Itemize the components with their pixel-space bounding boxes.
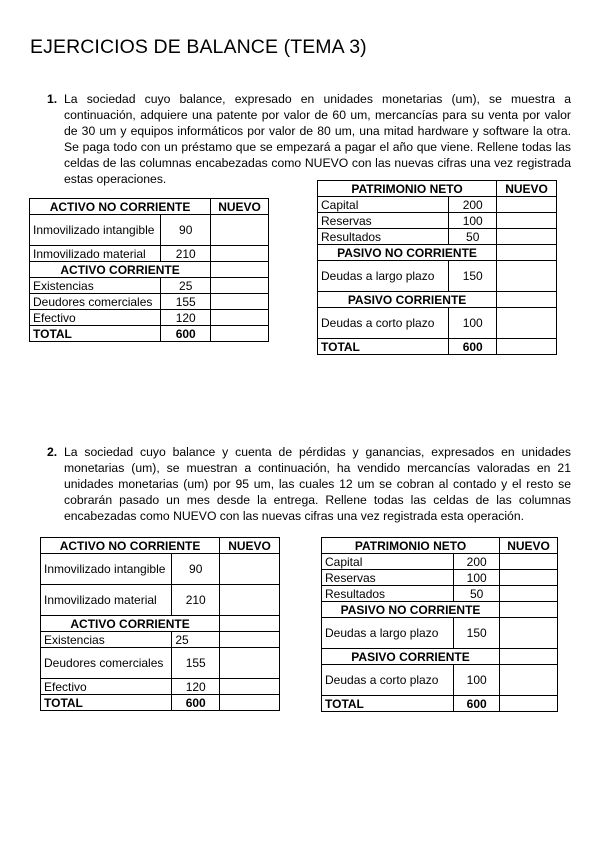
row-value: 155 [172,648,220,679]
nuevo-header: NUEVO [220,538,280,554]
row-label: Deudas a largo plazo [322,618,454,649]
patrimonio-neto-header: PATRIMONIO NETO [322,538,500,554]
nuevo-cell[interactable] [211,215,269,246]
nuevo-cell[interactable] [497,245,557,261]
row-label: Reservas [322,570,454,586]
activo-table-1 [29,198,269,342]
nuevo-cell[interactable] [497,339,557,355]
activo-no-corriente-header: ACTIVO NO CORRIENTE [41,538,220,554]
row-label: Deudas a largo plazo [318,261,449,292]
exercise-1 [47,91,571,187]
row-value: 210 [172,585,220,616]
nuevo-cell[interactable] [220,554,280,585]
row-value: 50 [454,586,500,602]
nuevo-cell[interactable] [211,246,269,262]
row-label: Efectivo [30,310,161,326]
nuevo-cell[interactable] [500,586,558,602]
nuevo-cell[interactable] [497,197,557,213]
nuevo-cell[interactable] [211,262,269,278]
pasivo-corriente-header: PASIVO CORRIENTE [318,292,497,308]
row-value: 90 [172,554,220,585]
total-value: 600 [454,696,500,712]
row-label: Deudores comerciales [41,648,172,679]
row-label: Existencias [30,278,161,294]
row-label: Deudas a corto plazo [322,665,454,696]
nuevo-cell[interactable] [220,585,280,616]
page-title: EJERCICIOS DE BALANCE (TEMA 3) [30,36,367,58]
nuevo-cell[interactable] [497,229,557,245]
row-value: 100 [454,665,500,696]
pasivo-no-corriente-header: PASIVO NO CORRIENTE [318,245,497,261]
exercise-number: 1. [47,92,58,106]
exercise-2 [47,444,571,524]
row-label: Deudas a corto plazo [318,308,449,339]
nuevo-header: NUEVO [500,538,558,554]
total-label: TOTAL [30,326,161,342]
row-label: Resultados [318,229,449,245]
nuevo-cell[interactable] [211,278,269,294]
nuevo-cell[interactable] [211,310,269,326]
nuevo-cell[interactable] [220,695,280,711]
nuevo-cell[interactable] [211,294,269,310]
total-value: 600 [172,695,220,711]
row-label: Capital [318,197,449,213]
row-value: 100 [449,213,497,229]
row-value: 200 [454,554,500,570]
pasivo-table-1 [317,180,557,355]
activo-corriente-header: ACTIVO CORRIENTE [41,616,220,632]
row-label: Inmovilizado material [30,246,161,262]
nuevo-cell[interactable] [220,648,280,679]
row-value: 100 [454,570,500,586]
nuevo-cell[interactable] [500,554,558,570]
total-value: 600 [449,339,497,355]
nuevo-cell[interactable] [497,213,557,229]
row-label: Inmovilizado intangible [41,554,172,585]
row-value: 210 [161,246,211,262]
nuevo-cell[interactable] [500,649,558,665]
nuevo-cell[interactable] [500,665,558,696]
row-value: 150 [449,261,497,292]
activo-corriente-header: ACTIVO CORRIENTE [30,262,211,278]
pasivo-no-corriente-header: PASIVO NO CORRIENTE [322,602,500,618]
nuevo-cell[interactable] [500,618,558,649]
total-value: 600 [161,326,211,342]
row-label: Existencias [41,632,172,648]
nuevo-header: NUEVO [211,199,269,215]
exercise-text: La sociedad cuyo balance y cuenta de pérdidas y ganancias, expresados en unidades monetarias (um), se muestran a continuación, ha vendido mercancías valoradas en 21 unidades monetarias (um) por 95 um, las cuales 12 um se cobran al contado y el resto se cobrarán pasado un mes desde la entrega. Rellene todas las celdas de las columnas encabezadas como NUEVO con las nuevas cifras una vez registrada esta operación. [64,445,571,523]
activo-no-corriente-header: ACTIVO NO CORRIENTE [30,199,211,215]
nuevo-cell[interactable] [211,326,269,342]
row-value: 200 [449,197,497,213]
row-value: 50 [449,229,497,245]
row-value: 120 [172,679,220,695]
nuevo-cell[interactable] [220,679,280,695]
row-value: 120 [161,310,211,326]
row-label: Resultados [322,586,454,602]
row-value: 25 [172,632,220,648]
row-label: Inmovilizado material [41,585,172,616]
nuevo-header: NUEVO [497,181,557,197]
nuevo-cell[interactable] [500,696,558,712]
row-label: Capital [322,554,454,570]
total-label: TOTAL [318,339,449,355]
row-label: Inmovilizado intangible [30,215,161,246]
row-value: 100 [449,308,497,339]
nuevo-cell[interactable] [220,632,280,648]
row-label: Deudores comerciales [30,294,161,310]
total-label: TOTAL [41,695,172,711]
total-label: TOTAL [322,696,454,712]
patrimonio-neto-header: PATRIMONIO NETO [318,181,497,197]
pasivo-table-2 [321,537,558,712]
row-value: 155 [161,294,211,310]
row-value: 150 [454,618,500,649]
row-label: Reservas [318,213,449,229]
exercise-number: 2. [47,445,58,459]
pasivo-corriente-header: PASIVO CORRIENTE [322,649,500,665]
nuevo-cell[interactable] [497,308,557,339]
exercise-text: La sociedad cuyo balance, expresado en unidades monetarias (um), se muestra a continuación, adquiere una patente por valor de 60 um, mercancías para su venta por valor de 30 um y equipos informáticos por valor de 80 um, una mitad hardware y software la otra. Se paga todo con un préstamo que se empezará a pagar el año que viene. Rellene todas las celdas de las columnas encabezadas como NUEVO con las nuevas cifras una vez registrada estas operaciones. [64,92,571,186]
nuevo-cell[interactable] [497,261,557,292]
nuevo-cell[interactable] [500,570,558,586]
nuevo-cell[interactable] [497,292,557,308]
activo-table-2 [40,537,280,711]
row-label: Efectivo [41,679,172,695]
row-value: 90 [161,215,211,246]
nuevo-cell[interactable] [500,602,558,618]
row-value: 25 [161,278,211,294]
nuevo-cell[interactable] [220,616,280,632]
